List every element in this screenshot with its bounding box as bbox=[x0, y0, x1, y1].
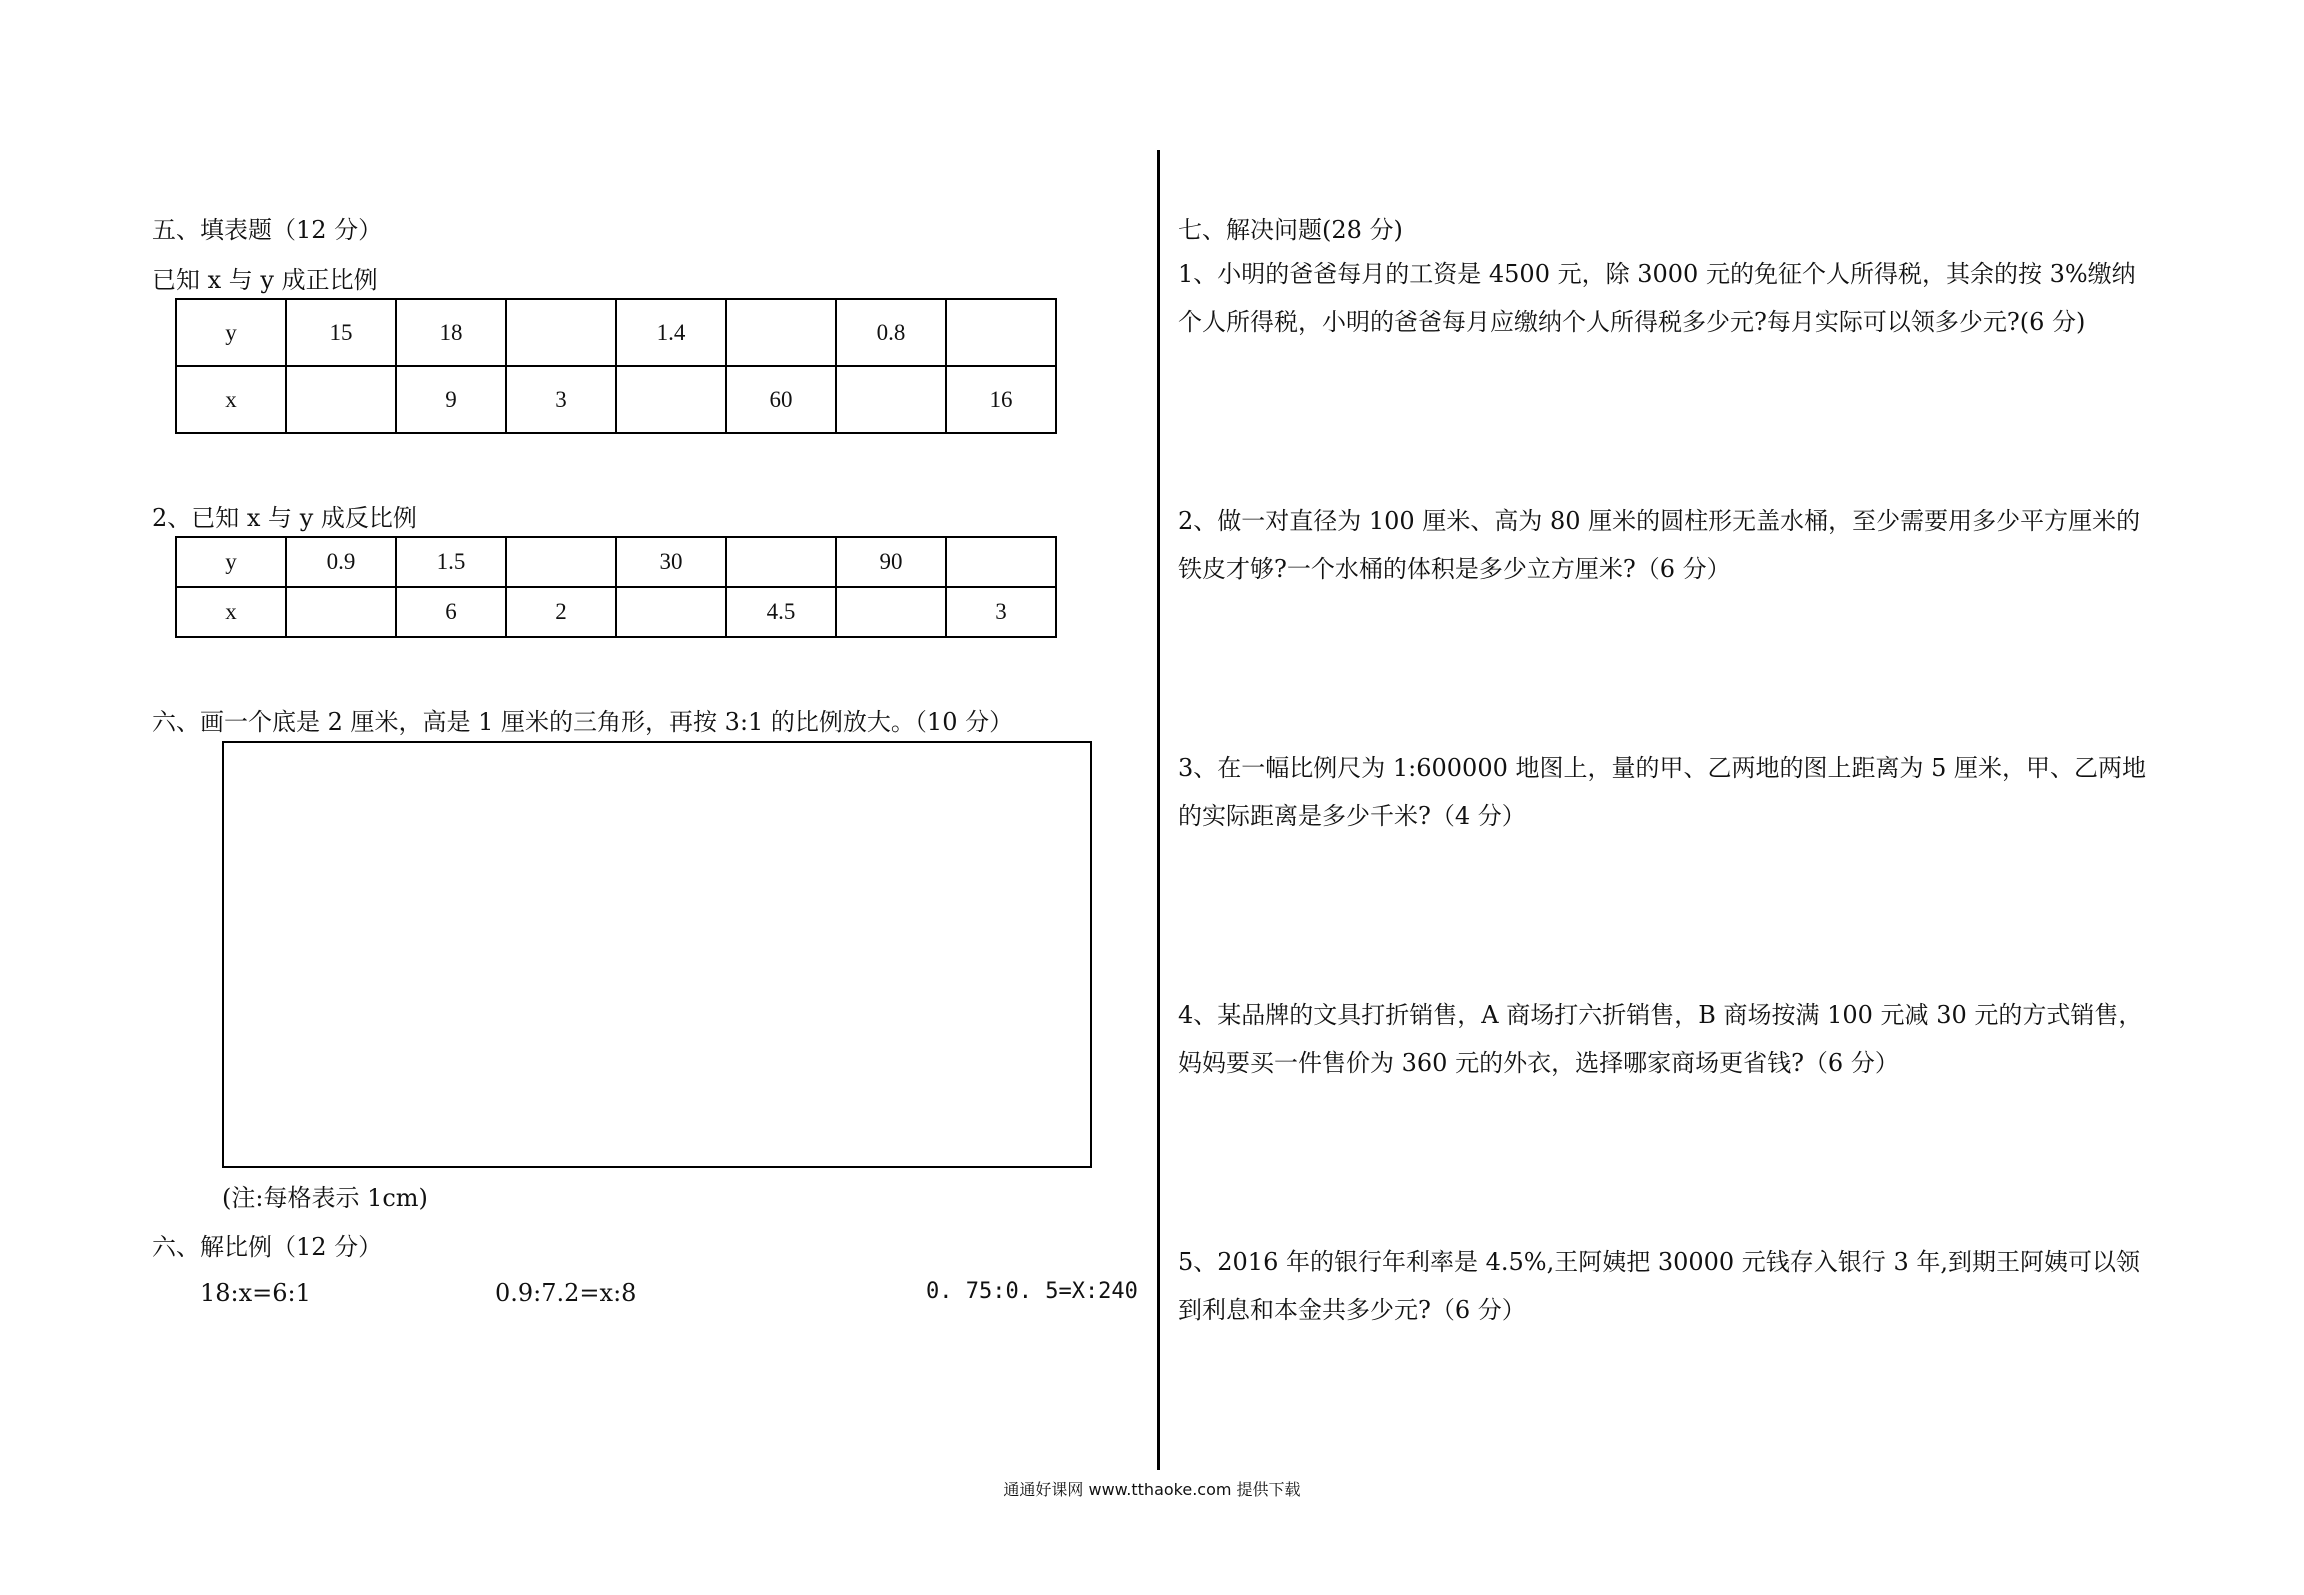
column-divider bbox=[1157, 150, 1160, 1470]
equation-1: 18:x=6:1 bbox=[200, 1279, 311, 1307]
table-cell bbox=[286, 587, 396, 637]
problem-3: 3、在一幅比例尺为 1:600000 地图上，量的甲、乙两地的图上距离为 5 厘米，甲、乙两地的实际距离是多少千米?（4 分） bbox=[1178, 754, 2147, 830]
table-cell: x bbox=[176, 587, 286, 637]
table-cell: 18 bbox=[396, 299, 506, 366]
equation-3: 0. 75:0. 5=X:240 bbox=[926, 1279, 1138, 1304]
table-row bbox=[176, 299, 1056, 366]
table-cell: 0.9 bbox=[286, 537, 396, 587]
footer-credit: 通通好课网 www.tthaoke.com 提供下载 bbox=[1003, 1480, 1301, 1499]
drawing-area bbox=[222, 741, 1092, 1168]
table-cell: 4.5 bbox=[726, 587, 836, 637]
table-cell: 3 bbox=[506, 366, 616, 433]
table-cell: x bbox=[176, 366, 286, 433]
table-cell: 15 bbox=[286, 299, 396, 366]
problem-2: 2、做一对直径为 100 厘米、高为 80 厘米的圆柱形无盖水桶，至少需要用多少平方厘米的铁皮才够?一个水桶的体积是多少立方厘米?（6 分） bbox=[1178, 507, 2141, 583]
table-cell bbox=[506, 537, 616, 587]
table-row bbox=[176, 587, 1056, 637]
proportion-table-2 bbox=[175, 536, 1057, 638]
section-5-title: 五、填表题（12 分） bbox=[152, 216, 383, 244]
table-row bbox=[176, 366, 1056, 433]
table-cell bbox=[836, 587, 946, 637]
grid-note: (注:每格表示 1cm) bbox=[222, 1184, 428, 1212]
problem-1: 1、小明的爸爸每月的工资是 4500 元，除 3000 元的免征个人所得税，其余的按 3%缴纳个人所得税，小明的爸爸每月应缴纳个人所得税多少元?每月实际可以领多少元?(6 分) bbox=[1178, 260, 2136, 336]
table-row bbox=[176, 537, 1056, 587]
table-cell: 6 bbox=[396, 587, 506, 637]
table-cell: 16 bbox=[946, 366, 1056, 433]
table-cell: 9 bbox=[396, 366, 506, 433]
table-cell: 30 bbox=[616, 537, 726, 587]
table-cell bbox=[946, 299, 1056, 366]
table-cell: 2 bbox=[506, 587, 616, 637]
table-cell bbox=[506, 299, 616, 366]
table-cell bbox=[946, 537, 1056, 587]
question-2-label: 2、已知 x 与 y 成反比例 bbox=[152, 504, 417, 532]
table-cell bbox=[616, 587, 726, 637]
table-cell bbox=[726, 537, 836, 587]
problem-5: 5、2016 年的银行年利率是 4.5%,王阿姨把 30000 元钱存入银行 3 年,到期王阿姨可以领到利息和本金共多少元?（6 分） bbox=[1178, 1248, 2140, 1324]
question-1-label: 已知 x 与 y 成正比例 bbox=[152, 266, 378, 294]
table-cell: 60 bbox=[726, 366, 836, 433]
table-cell: 1.4 bbox=[616, 299, 726, 366]
section-6-title: 六、画一个底是 2 厘米，高是 1 厘米的三角形，再按 3:1 的比例放大。（10 分） bbox=[152, 708, 1014, 736]
section-6b-title: 六、解比例（12 分） bbox=[152, 1233, 383, 1261]
table-cell: 0.8 bbox=[836, 299, 946, 366]
problem-4: 4、某品牌的文具打折销售，A 商场打六折销售，B 商场按满 100 元减 30 元的方式销售，妈妈要买一件售价为 360 元的外衣，选择哪家商场更省钱?（6 分） bbox=[1178, 1001, 2143, 1077]
proportion-table-1 bbox=[175, 298, 1057, 434]
table-cell bbox=[616, 366, 726, 433]
table-cell: 90 bbox=[836, 537, 946, 587]
table-cell bbox=[836, 366, 946, 433]
table-cell bbox=[286, 366, 396, 433]
table-cell: y bbox=[176, 537, 286, 587]
section-7-title: 七、解决问题(28 分) bbox=[1178, 216, 1403, 244]
table-cell bbox=[726, 299, 836, 366]
table-cell: y bbox=[176, 299, 286, 366]
table-cell: 3 bbox=[946, 587, 1056, 637]
equation-2: 0.9:7.2=x:8 bbox=[495, 1279, 637, 1307]
table-cell: 1.5 bbox=[396, 537, 506, 587]
